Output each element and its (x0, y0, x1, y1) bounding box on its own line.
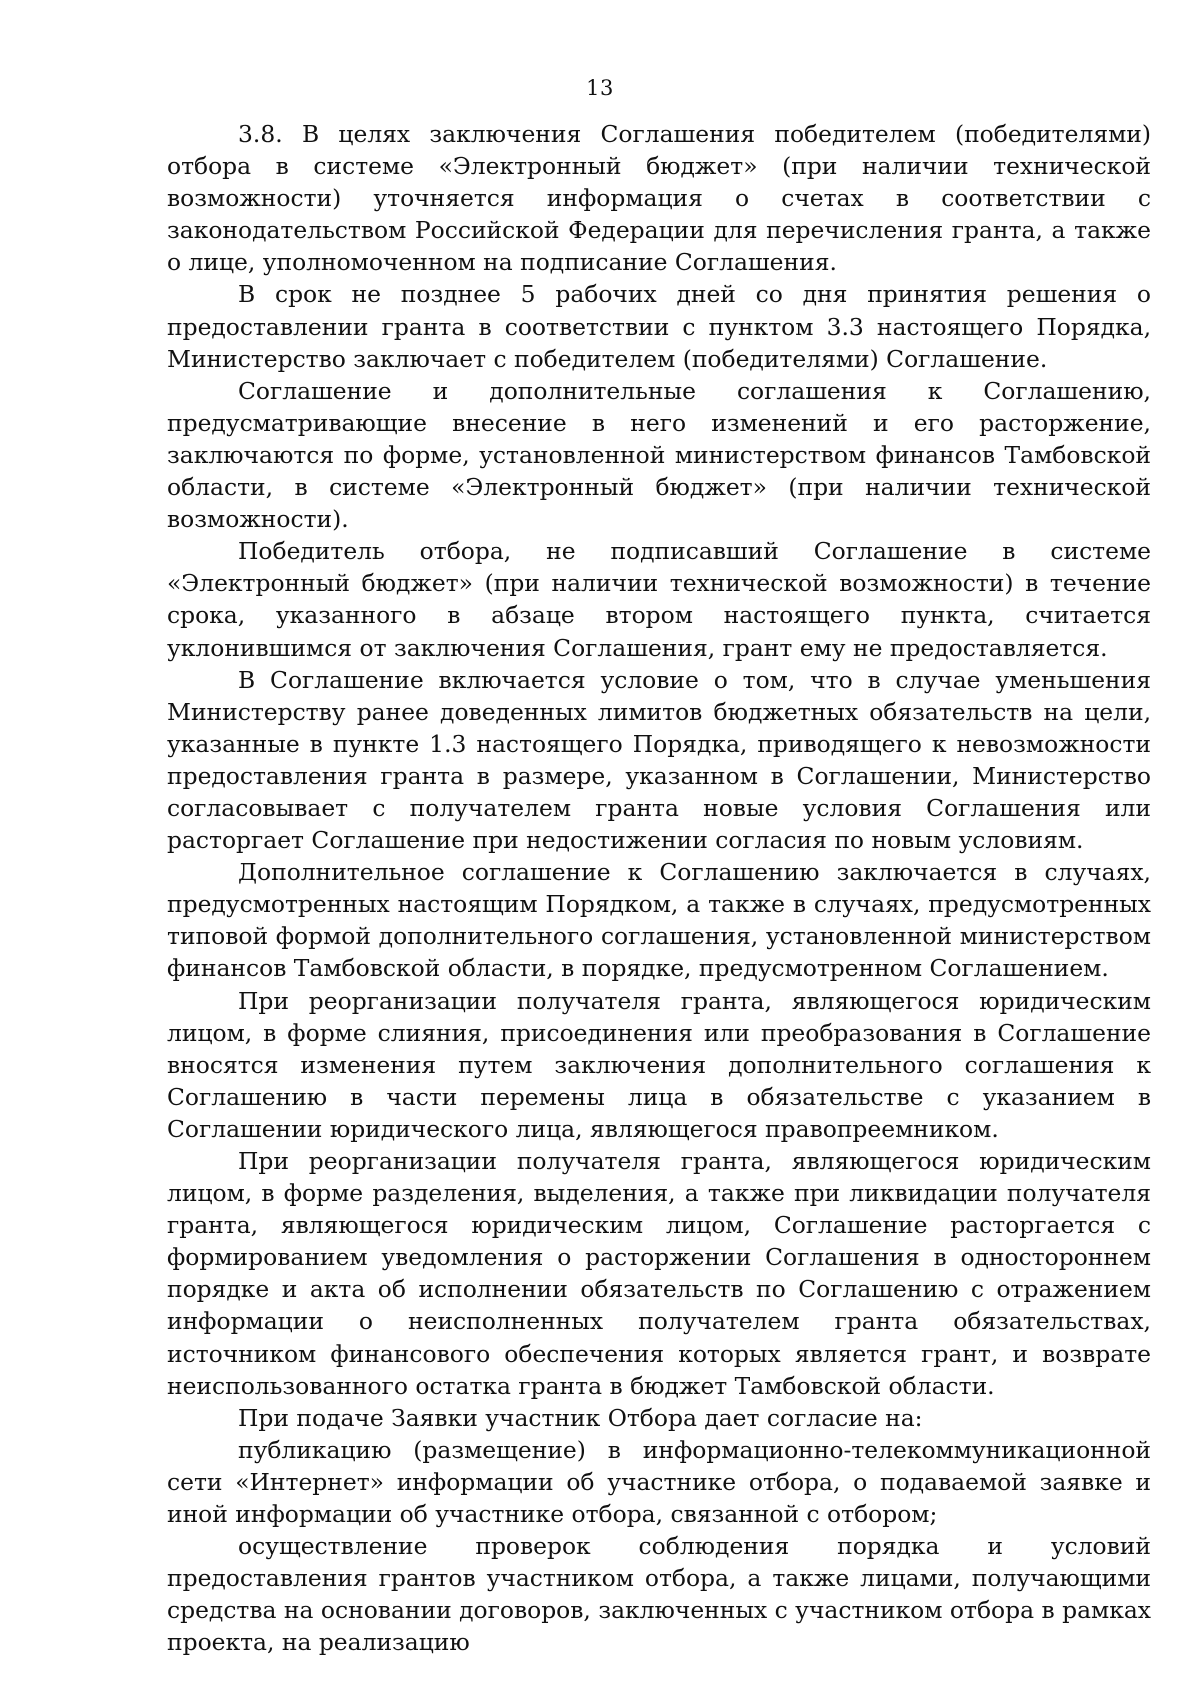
paragraph-3-8: 3.8. В целях заключения Соглашения победителем (победителями) отбора в системе «Электронный бюджет» (при наличии технической возможности) уточняется информация о счетах в соответствии с законодательством Российской Федерации для перечисления гранта, а также о лице, уполномоченном на подписание Соглашения. (167, 120, 1151, 277)
paragraph-consent-publication: публикацию (размещение) в информационно-телекоммуникационной сети «Интернет» информации об участнике отбора, о подаваемой заявке и иной информации об участнике отбора, связанной с отбором; (167, 1435, 1151, 1529)
paragraph-agreement-form: Соглашение и дополнительные соглашения к Соглашению, предусматривающие внесение в него изменений и его расторжение, заключаются по форме, установленной министерством финансов Тамбовской области, в системе «Электронный бюджет» (при наличии технической возможности). (167, 376, 1151, 534)
paragraph-supplementary-agreement: Дополнительное соглашение к Соглашению заключается в случаях, предусмотренных настоящим Порядком, а также в случаях, предусмотренных типовой формой дополнительного соглашения, установленной министерством финансов Тамбовской области, в порядке, предусмотренном Соглашением. (167, 858, 1151, 983)
paragraph-agreement-deadline: В срок не позднее 5 рабочих дней со дня принятия решения о предоставлении гранта в соответствии с пунктом 3.3 настоящего Порядка, Министерство заключает с победителем (победителями) Соглашение. (167, 280, 1151, 373)
paragraph-reorganization-division: При реорганизации получателя гранта, являющегося юридическим лицом, в форме разделения, выделения, а также при ликвидации получателя гранта, являющегося юридическим лицом, Соглашение расторгается с формированием уведомления о расторжении Соглашения в одностороннем порядке и акта об исполнении обязательств по Соглашению с отражением информации о неисполненных получателем гранта обязательствах, источником финансового обеспечения которых является грант, и возврате неиспользованного остатка гранта в бюджет Тамбовской области. (167, 1147, 1151, 1400)
paragraph-consent-intro: При подаче Заявки участник Отбора дает согласие на: (238, 1403, 923, 1432)
paragraph-winner-evasion: Победитель отбора, не подписавший Соглашение в системе «Электронный бюджет» (при наличии технической возможности) в течение срока, указанного в абзаце втором настоящего пункта, считается уклонившимся от заключения Соглашения, грант ему не предоставляется. (167, 537, 1151, 662)
document-body (167, 118, 1151, 1659)
paragraph-consent-inspections: осуществление проверок соблюдения порядка и условий предоставления грантов участником отбора, а также лицами, получающими средства на основании договоров, заключенных с участником отбора в рамках проекта, на реализацию (167, 1532, 1151, 1657)
paragraph-reorganization-merger: При реорганизации получателя гранта, являющегося юридическим лицом, в форме слияния, присоединения или преобразования в Соглашение вносятся изменения путем заключения дополнительного соглашения к Соглашению в части перемены лица в обязательстве с указанием в Соглашении юридического лица, являющегося правопреемником. (167, 986, 1151, 1143)
page-number: 13 (586, 76, 614, 100)
paragraph-limits-reduction: В Соглашение включается условие о том, что в случае уменьшения Министерству ранее доведенных лимитов бюджетных обязательств на цели, указанные в пункте 1.3 настоящего Порядка, приводящего к невозможности предоставления гранта в размере, указанном в Соглашении, Министерство согласовывает с получателем гранта новые условия Соглашения или расторгает Соглашение при недостижении согласия по новым условиям. (167, 665, 1151, 855)
